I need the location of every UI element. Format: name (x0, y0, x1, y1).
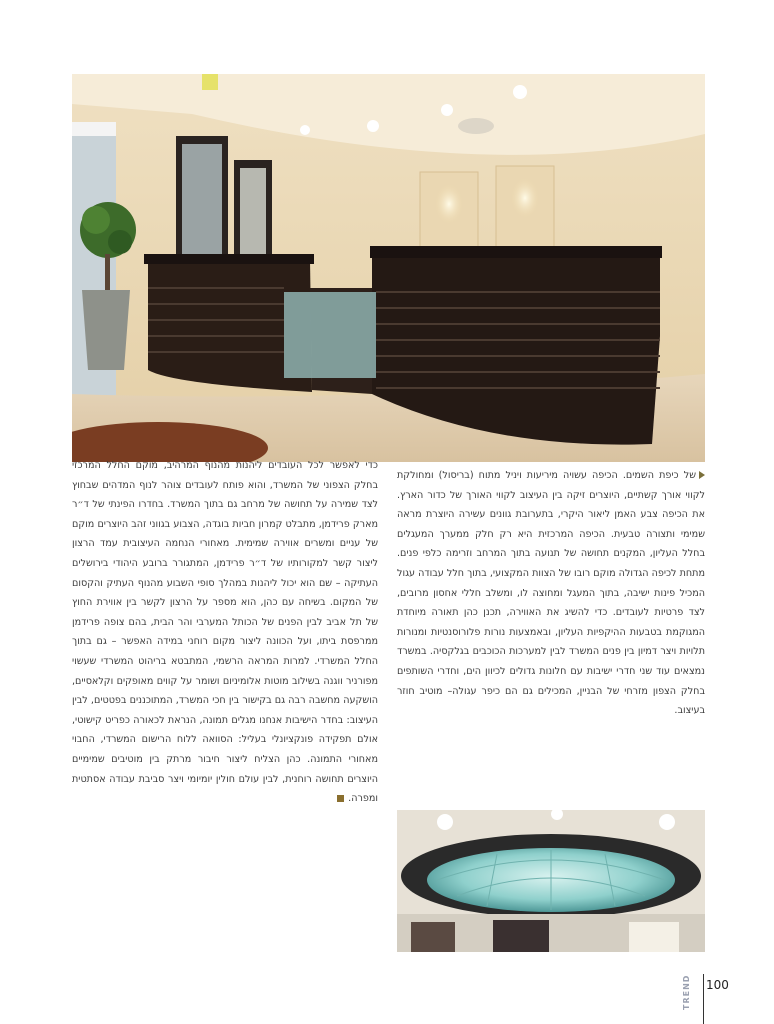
dome-ceiling-image (397, 810, 705, 952)
magazine-name: TREND (682, 974, 691, 1010)
reception-desk-photo (72, 74, 705, 462)
paragraph-arrow-icon (699, 471, 705, 479)
end-of-article-square-icon (337, 795, 344, 802)
article-column-right-text: של כיפת השמים. הכיפה עשויה מיריעות ויניל מתוח (בריסול) ומחולקת לקווי אורך קשתיים, היוצרים זיקה בין העיצוב לקווי האורך של כדור הארץ. את הכיפה צבע האמן ליאור היקרי, בתערובת גוונים עשירה היוצרת מראה שמימי ותצורה טבעית. הכיפה המרכזית היא רק חלק ממערך המעגלים בחלל העליון, המקנים תחושה של תנועה בתוך המרחב וזרימה כלפי פנים. מתחת לכיפה הגדולה מוקם רובו של הצוות המקצועי, בתוך חלל עבודה עגול המכיל פינות ישיבה, בתוך המעגל ומחוצה לו, ומשלב חללי אחסון מרובים, לצד פרטיות לעובדים. כדי להשיג את האווירה, תכנן כהן תאורה מיוחדת המגוקמת בטבעות ההיקפיות העליון, ובאמצעות נורות פלורוסנטיות ומנורות תלויות ויצר דמיון בין פנים המשרד לבין למערכות הכוכבים בגלקסיה. במשרד נמצאים עוד שני חדרי ישיבות עם חלונות גדולים לכיוון הים, וחדרי השותפים בחלק הצפון מזרחי של הבניין, המכילים גם הם כיפר עגולה– מוטיב חוזר בעיצוב. (397, 470, 705, 717)
dome-ceiling-photo (397, 810, 705, 952)
page-number: 100 (706, 978, 729, 992)
reception-desk-image (72, 74, 705, 462)
article-column-right (397, 466, 705, 721)
article-column-left (72, 456, 378, 809)
footer-divider (703, 974, 704, 1024)
article-column-left-text: כדי לאפשר לכל העובדים ליהנות מהנוף המרהיב, מוקם החלל המרכזי בחלק הצפוני של המשרד, והוא פותח לעובדים צוהר לנוף המדהים שבחוץ לצד שמירה על תחושה של מרחב גם בתוך המשרד. בחדרו הפינתי של ד״ר מארק פרידמן, מתבלט קמרון חביות בוגדה, הצבוע בגווני זהב היוצרים מוקם של עניים ומשרים אווירה שמימית. מאחורי הנחמה העיצובית עמד הרצון ליצור קשר למקורותיו של ד״ר פרידמן, המתגורר ברובע היהודי בירושלים העתיקה – שם הוא יכול ליהנות במהלך סופי השבוע מהנוף העתיק והקסום של המקום. בשיחה עם כהן, הוא מספר על הרצון לקשר בין אווירת החוץ של תל אביב לבין הפנים של הכותל המערבי והר הבית, בהם צופה פרידמן ממרפסת ביתו, ועל הכוונה ליצור מקום רוחני במידה האפשר – גם בתוך החלל המשרדי. למרות המראה הרשמי, המתבטא בריהוט המשרדי שעשוי מפורניר ווגנה בשילוב מוטות אלומיניום ושומר על קווים מאופקים וקלאסיים, הושקעה מחשבה רבה גם בקישור בין חכי המשרד, המתוכננים בפטטים, לבין העיצוב: בחדר הישיבות אנחנו מגלים תמונה, הנראת לכאורה כפריט קישוטי, אולם תפקידה פונקציונלי בעליל: הסוואה ללוח הרישום המשרדי, החבוי מאחורי התמונה. כהן הצליח ליצור חיבור מרתק בין מוטיבים שמימיים היוצרים תחושה רוחנית, לבין עולם חולין יומיומי ויצר סביבת עבודה אסתטית ומפרה. (72, 460, 378, 805)
